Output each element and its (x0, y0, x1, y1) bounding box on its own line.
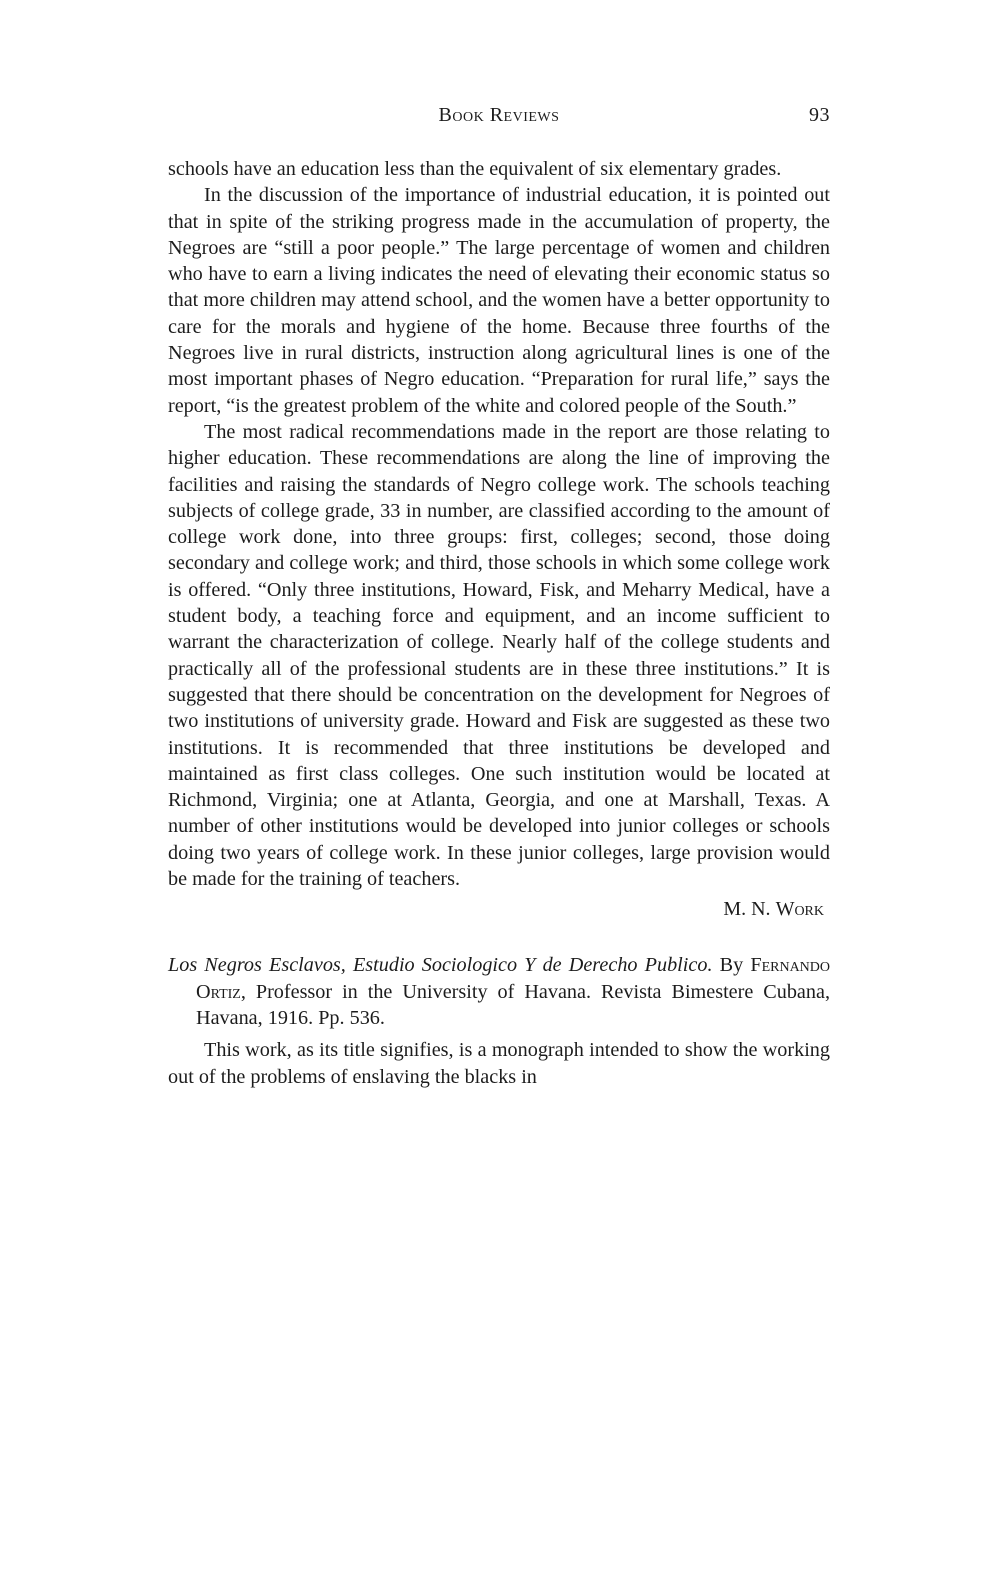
book-author: Fernando Ortiz (196, 954, 831, 1003)
review-work (168, 156, 830, 922)
paragraph-higher-education: The most radical recommendations made in the report are those relating to higher education. These recommendations are along the line of improving the facilities and raising the standards of Negro college work. The schools teaching subjects of college grade, 33 in number, are classified according to the amount of college work done, into three groups: first, colleges; second, those doing secondary and college work; and third, those schools in which some college work is offered. “Only three institutions, Howard, Fisk, and Meharry Medical, have a student body, a teaching force and equipment, and an income sufficient to warrant the characterization of college. Nearly half of the college students and practically all of the professional students are in these three institutions.” It is suggested that there should be concentration on the development for Negroes of two institutions of university grade. Howard and Fisk are suggested as these two institutions. It is recommended that three institutions be developed and maintained as first class colleges. One such institution would be located at Richmond, Virginia; one at Atlanta, Georgia, and one at Marshall, Texas. A number of other institutions would be developed into junior colleges or schools doing two years of college work. In these junior colleges, large provision would be made for the training of teachers. (168, 420, 830, 891)
paragraph-continuation: schools have an education less than the equivalent of six elementary grades. (168, 158, 782, 180)
paragraph-industrial-education: In the discussion of the importance of industrial education, it is pointed out that in spite of the striking progress made in the accumulation of property, the Negroes are “still a poor people.” The large percentage of women and children who have to earn a living indicates the need of elevating their economic status so that more children may attend school, and the women have a better opportunity to care for the morals and hygiene of the home. Because three fourths of the Negroes live in rural districts, instruction along agricultural lines is one of the most important phases of Negro education. “Preparation for rural life,” says the report, “is the greatest problem of the white and colored people of the South.” (168, 184, 830, 417)
signature-surname: Work (775, 898, 824, 921)
paragraph-review-intro: This work, as its title signifies, is a monograph intended to show the working out of the problems of enslaving the blacks in (168, 1039, 830, 1088)
citation-details: , Professor in the University of Havana. Revista Bimestere Cubana, Havana, 1916. Pp. 536. (196, 980, 830, 1029)
signature-initials: M. N. (723, 898, 771, 921)
page-number: 93 (809, 104, 830, 126)
running-title: Book Reviews (438, 104, 560, 126)
reviewer-signature (168, 896, 830, 922)
running-head (168, 104, 830, 134)
citation-by: By (719, 954, 744, 977)
book-title: Los Negros Esclavos, Estudio Sociologico Y de Derecho Publico. (168, 954, 713, 977)
book-page (168, 104, 830, 1090)
review-citation (168, 952, 830, 1031)
